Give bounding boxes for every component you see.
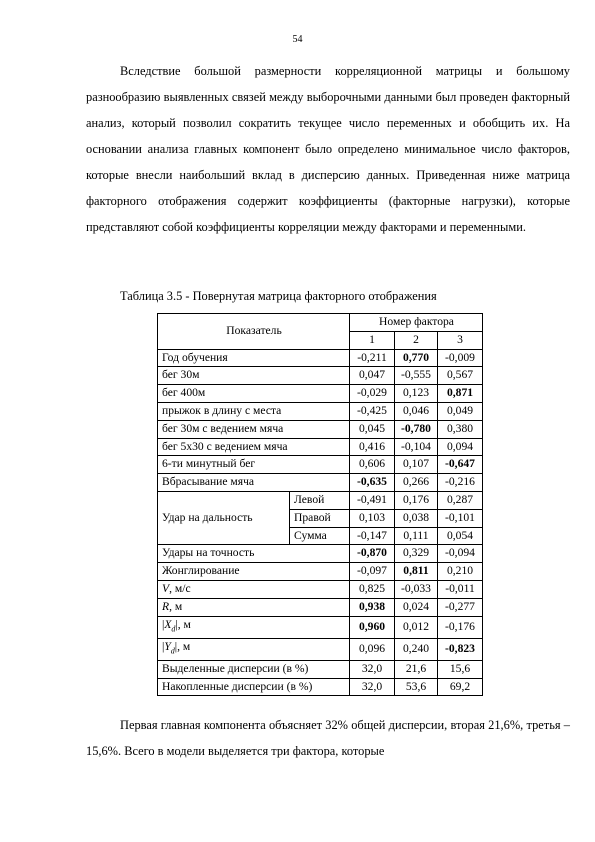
header-factor-number: Номер фактора (350, 314, 483, 332)
math-indicator-label (158, 598, 350, 616)
long-kick-subrow-label: Левой (290, 491, 350, 509)
unit-label: , м (177, 639, 191, 653)
factor-1-value: -0,635 (350, 474, 395, 492)
long-kick-subrow-label: Правой (290, 509, 350, 527)
factor-2-value: 21,6 (395, 660, 438, 678)
factor-1-value: 32,0 (350, 678, 395, 696)
factor-number-3: 3 (438, 331, 483, 349)
factor-3-value: -0,009 (438, 349, 483, 367)
table-row (158, 598, 483, 616)
table-row (158, 638, 483, 660)
math-symbol: V (162, 581, 170, 595)
table-row (158, 438, 483, 456)
factor-1-value: 32,0 (350, 660, 395, 678)
factor-1-value: 0,047 (350, 367, 395, 385)
math-indicator-label (158, 580, 350, 598)
factor-3-value: -0,277 (438, 598, 483, 616)
factor-1-value: 0,825 (350, 580, 395, 598)
factor-2-value: -0,780 (395, 420, 438, 438)
math-indicator-label (158, 616, 350, 638)
factor-2-value: -0,555 (395, 367, 438, 385)
table-row (158, 349, 483, 367)
table-row (158, 491, 483, 509)
factor-3-value: 0,210 (438, 563, 483, 581)
factor-1-value: 0,938 (350, 598, 395, 616)
factor-3-value: -0,647 (438, 456, 483, 474)
factor-3-value: 0,567 (438, 367, 483, 385)
table-row (158, 563, 483, 581)
unit-label: , м (169, 599, 183, 613)
factor-3-value: 0,287 (438, 491, 483, 509)
factor-1-value: 0,416 (350, 438, 395, 456)
factor-number-1: 1 (350, 331, 395, 349)
factor-1-value: 0,045 (350, 420, 395, 438)
factor-1-value: -0,491 (350, 491, 395, 509)
unit-label: , м/с (169, 581, 191, 595)
indicator-label: бег 400м (158, 385, 350, 403)
table-row (158, 456, 483, 474)
factor-1-value: -0,147 (350, 527, 395, 545)
table-row (158, 580, 483, 598)
indicator-label: 6-ти минутный бег (158, 456, 350, 474)
factor-1-value: 0,103 (350, 509, 395, 527)
summary-label: Накопленные дисперсии (в %) (158, 678, 350, 696)
factor-2-value: -0,104 (395, 438, 438, 456)
conclusion-paragraph: Первая главная компонента объясняет 32% общей дисперсии, вторая 21,6%, третья – 15,6%. Всего в модели выделяется три фактора, которые (86, 718, 570, 758)
factor-2-value: 0,123 (395, 385, 438, 403)
abs-bar-open: | (162, 617, 165, 631)
factor-2-value: 0,176 (395, 491, 438, 509)
indicator-label: бег 30м с ведением мяча (158, 420, 350, 438)
math-symbol: R (162, 599, 170, 613)
table-row (158, 420, 483, 438)
factor-3-value: -0,823 (438, 638, 483, 660)
factor-3-value: 0,049 (438, 402, 483, 420)
table-row (158, 474, 483, 492)
factor-2-value: 0,038 (395, 509, 438, 527)
factor-1-value: -0,425 (350, 402, 395, 420)
unit-label: , м (177, 617, 191, 631)
long-kick-group-label: Удар на дальность (158, 491, 290, 544)
table-row (158, 545, 483, 563)
math-subscript: d (170, 645, 175, 655)
factor-2-value: 0,329 (395, 545, 438, 563)
factor-2-value: 0,046 (395, 402, 438, 420)
table-row (158, 367, 483, 385)
table-caption: Таблица 3.5 - Повернутая матрица факторного отображения (120, 289, 437, 303)
factor-3-value: 69,2 (438, 678, 483, 696)
indicator-label: прыжок в длину с места (158, 402, 350, 420)
indicator-label: бег 30м (158, 367, 350, 385)
factor-2-value: 0,770 (395, 349, 438, 367)
long-kick-subrow-label: Сумма (290, 527, 350, 545)
factor-2-value: 0,240 (395, 638, 438, 660)
factor-matrix-table (157, 313, 483, 696)
indicator-label: Жонглирование (158, 563, 350, 581)
math-indicator-label (158, 638, 350, 660)
factor-number-2: 2 (395, 331, 438, 349)
factor-3-value: 15,6 (438, 660, 483, 678)
indicator-label: Удары на точность (158, 545, 350, 563)
factor-1-value: 0,960 (350, 616, 395, 638)
abs-bar-close: | (174, 639, 178, 653)
page-number: 54 (292, 34, 303, 45)
abs-bar-open: | (162, 639, 165, 653)
table-row (158, 402, 483, 420)
factor-2-value: 0,266 (395, 474, 438, 492)
math-symbol: Y (164, 639, 171, 653)
table-row (158, 385, 483, 403)
table-row (158, 616, 483, 638)
indicator-label: бег 5х30 с ведением мяча (158, 438, 350, 456)
table-row (158, 660, 483, 678)
math-symbol: X (164, 617, 172, 631)
factor-3-value: -0,101 (438, 509, 483, 527)
factor-2-value: 0,024 (395, 598, 438, 616)
factor-1-value: 0,606 (350, 456, 395, 474)
factor-3-value: 0,054 (438, 527, 483, 545)
factor-1-value: -0,870 (350, 545, 395, 563)
factor-2-value: 53,6 (395, 678, 438, 696)
table-header-row (158, 314, 483, 332)
factor-2-value: 0,111 (395, 527, 438, 545)
factor-1-value: -0,097 (350, 563, 395, 581)
factor-3-value: -0,094 (438, 545, 483, 563)
factor-3-value: 0,380 (438, 420, 483, 438)
factor-2-value: 0,107 (395, 456, 438, 474)
factor-1-value: 0,096 (350, 638, 395, 660)
factor-1-value: -0,029 (350, 385, 395, 403)
factor-3-value: 0,094 (438, 438, 483, 456)
indicator-label: Вбрасывание мяча (158, 474, 350, 492)
math-subscript: d (171, 623, 176, 633)
factor-3-value: -0,216 (438, 474, 483, 492)
factor-3-value: -0,176 (438, 616, 483, 638)
summary-label: Выделенные дисперсии (в %) (158, 660, 350, 678)
abs-bar-close: | (175, 617, 178, 631)
intro-paragraph: Вследствие большой размерности корреляционной матрицы и большому разнообразию выявленных связей между выборочными данными был проведен факторный анализ, который позволил сократить текущее число переменных и обобщить их. На основании анализа главных компонент было определено минимальное число факторов, которые внесли наибольший вклад в дисперсию данных. Приведенная ниже матрица факторного отображения содержит коэффициенты (факторные нагрузки), которые представляют собой коэффициенты корреляции между факторами и переменными. (86, 64, 570, 234)
factor-2-value: 0,811 (395, 563, 438, 581)
factor-2-value: 0,012 (395, 616, 438, 638)
factor-3-value: -0,011 (438, 580, 483, 598)
indicator-label: Год обучения (158, 349, 350, 367)
table-row (158, 678, 483, 696)
factor-1-value: -0,211 (350, 349, 395, 367)
factor-2-value: -0,033 (395, 580, 438, 598)
header-indicator: Показатель (158, 314, 350, 350)
factor-3-value: 0,871 (438, 385, 483, 403)
